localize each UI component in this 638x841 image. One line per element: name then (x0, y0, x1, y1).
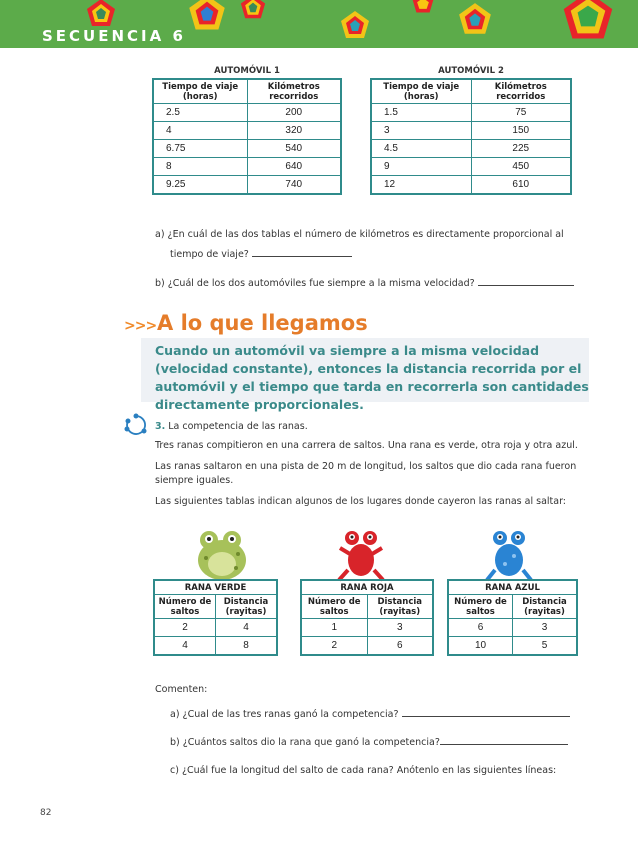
comment-b-text: b) ¿Cuántos saltos dio la rana que ganó la competencia? (170, 737, 440, 748)
cell-time: 6.75 (153, 140, 247, 158)
pentagon-decoration (412, 0, 434, 14)
cell-km: 540 (247, 140, 341, 158)
table-row (301, 637, 433, 656)
question-a-line1: a) ¿En cuál de las dos tablas el número de kilómetros es directamente proporcional al (155, 229, 564, 240)
car1-table (152, 78, 342, 195)
table-caption: RANA AZUL (448, 580, 577, 595)
question-b (155, 278, 574, 289)
table-row (448, 637, 577, 656)
table-row (371, 122, 571, 140)
sequence-title: SECUENCIA 6 (42, 27, 186, 45)
table-row (153, 176, 341, 195)
column-header: Número de saltos (154, 595, 216, 619)
table-row (448, 619, 577, 637)
exercise-title-text: La competencia de las ranas. (168, 421, 308, 432)
cell-distance: 8 (216, 637, 278, 656)
pentagon-decoration (240, 0, 266, 20)
cell-km: 610 (471, 176, 571, 195)
section-arrows-icon: >>> (124, 318, 157, 334)
answer-line[interactable] (402, 716, 570, 717)
red-frog-table (300, 579, 434, 656)
table-caption: RANA ROJA (301, 580, 433, 595)
table-row (154, 637, 277, 656)
conclusion-text: Cuando un automóvil va siempre a la misma velocidad (velocidad constante), entonces la distancia recorrida por el automóvil y el tiempo que tarda en recorrerla son cantidades directamente proporcionales. (155, 343, 589, 412)
blue-frog-table (447, 579, 578, 656)
exercise-3-title (155, 421, 308, 432)
cell-jumps: 4 (154, 637, 216, 656)
pentagon-decoration (562, 0, 614, 42)
pentagon-decoration (86, 0, 116, 28)
blue-frog-illustration (483, 524, 535, 582)
cell-km: 640 (247, 158, 341, 176)
cell-distance: 3 (513, 619, 578, 637)
cell-distance: 3 (367, 619, 433, 637)
pentagon-decoration (340, 10, 370, 40)
answer-line[interactable] (478, 285, 574, 286)
column-header: Tiempo de viaje (horas) (371, 79, 471, 104)
table-row (301, 619, 433, 637)
column-header: Distancia (rayitas) (216, 595, 278, 619)
question-a-text: tiempo de viaje? (170, 249, 249, 260)
table-caption: AUTOMÓVIL 1 (214, 66, 280, 76)
column-header: Kilómetros recorridos (247, 79, 341, 104)
cell-jumps: 1 (301, 619, 367, 637)
column-header: Kilómetros recorridos (471, 79, 571, 104)
paragraph: Las siguientes tablas indican algunos de los lugares donde cayeron las ranas al saltar: (155, 496, 567, 507)
cell-time: 4.5 (371, 140, 471, 158)
table-row (371, 158, 571, 176)
cell-time: 9 (371, 158, 471, 176)
column-header: Número de saltos (301, 595, 367, 619)
comment-question-b (170, 737, 568, 748)
page-number: 82 (40, 808, 52, 818)
cell-distance: 4 (216, 619, 278, 637)
cell-km: 200 (247, 104, 341, 122)
answer-line[interactable] (252, 256, 352, 257)
table-row (371, 140, 571, 158)
pentagon-decoration (458, 2, 492, 36)
cell-time: 4 (153, 122, 247, 140)
header-band (0, 0, 638, 48)
cell-time: 12 (371, 176, 471, 195)
cell-time: 1.5 (371, 104, 471, 122)
comment-question-a (170, 709, 570, 720)
pentagon-decoration (188, 0, 226, 32)
cell-km: 150 (471, 122, 571, 140)
table-caption: AUTOMÓVIL 2 (438, 66, 504, 76)
table-caption: RANA VERDE (154, 580, 277, 595)
green-frog-illustration (192, 524, 250, 582)
cell-jumps: 2 (154, 619, 216, 637)
question-a-line2 (170, 249, 352, 260)
paragraph: Tres ranas compitieron en una carrera de saltos. Una rana es verde, otra roja y otra azul. (155, 440, 578, 451)
table-row (154, 619, 277, 637)
cell-jumps: 2 (301, 637, 367, 656)
cell-km: 740 (247, 176, 341, 195)
green-frog-table (153, 579, 278, 656)
activity-icon (124, 413, 148, 437)
table-row (153, 158, 341, 176)
car2-table (370, 78, 572, 195)
column-header: Número de saltos (448, 595, 513, 619)
table-row (153, 140, 341, 158)
column-header: Distancia (rayitas) (513, 595, 578, 619)
exercise-number: 3. (155, 421, 166, 432)
table-row (153, 122, 341, 140)
cell-distance: 6 (367, 637, 433, 656)
section-heading: A lo que llegamos (157, 311, 368, 335)
question-b-text: b) ¿Cuál de los dos automóviles fue siempre a la misma velocidad? (155, 278, 475, 289)
table-row (153, 104, 341, 122)
comment-a-text: a) ¿Cual de las tres ranas ganó la competencia? (170, 709, 399, 720)
paragraph: Las ranas saltaron en una pista de 20 m de longitud, los saltos que dio cada rana fueron siempre iguales. (155, 461, 577, 486)
cell-jumps: 10 (448, 637, 513, 656)
cell-time: 3 (371, 122, 471, 140)
cell-jumps: 6 (448, 619, 513, 637)
table-row (371, 176, 571, 195)
cell-km: 225 (471, 140, 571, 158)
answer-line[interactable] (440, 744, 568, 745)
cell-distance: 5 (513, 637, 578, 656)
cell-km: 75 (471, 104, 571, 122)
red-frog-illustration (336, 524, 386, 582)
column-header: Distancia (rayitas) (367, 595, 433, 619)
cell-km: 450 (471, 158, 571, 176)
cell-time: 8 (153, 158, 247, 176)
column-header: Tiempo de viaje (horas) (153, 79, 247, 104)
comment-label: Comenten: (155, 684, 208, 695)
cell-km: 320 (247, 122, 341, 140)
comment-question-c: c) ¿Cuál fue la longitud del salto de cada rana? Anótenlo en las siguientes líneas: (170, 765, 557, 776)
cell-time: 9.25 (153, 176, 247, 195)
table-row (371, 104, 571, 122)
cell-time: 2.5 (153, 104, 247, 122)
